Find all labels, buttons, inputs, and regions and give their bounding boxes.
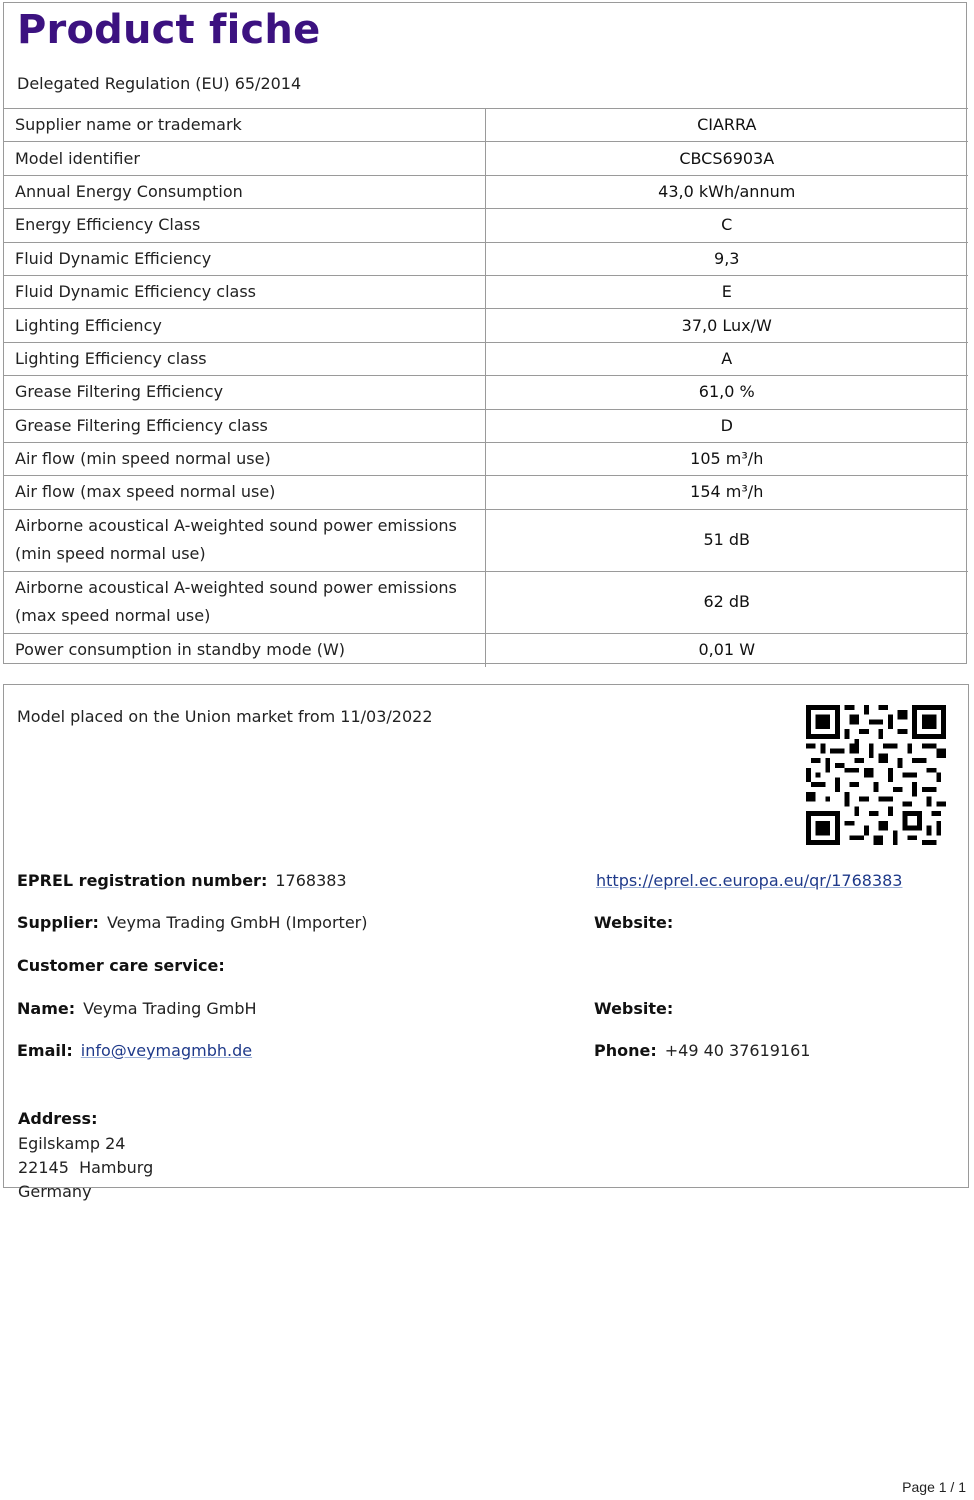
address-line: Egilskamp 24 [18, 1134, 126, 1153]
care-email-row [17, 1041, 252, 1060]
row-value: 62 dB [485, 571, 968, 633]
supplier-row [17, 913, 367, 932]
row-value: 43,0 kWh/annum [485, 175, 968, 208]
row-label: Grease Filtering Efficiency class [3, 409, 485, 442]
supplier-website-label: Website: [594, 913, 674, 932]
row-label: Air flow (max speed normal use) [3, 476, 485, 509]
row-value: E [485, 275, 968, 308]
address-line: 22145 Hamburg [18, 1158, 154, 1177]
row-value: 9,3 [485, 242, 968, 275]
row-value: D [485, 409, 968, 442]
table-row [3, 571, 968, 633]
supplier-value: Veyma Trading GmbH (Importer) [106, 913, 368, 932]
row-value: 37,0 Lux/W [485, 309, 968, 342]
address-label: Address: [18, 1109, 98, 1128]
eprel-link[interactable]: https://eprel.ec.europa.eu/qr/1768383 [596, 871, 903, 890]
row-label: Air flow (min speed normal use) [3, 442, 485, 475]
page-title: Product fiche [17, 7, 321, 53]
table-row [3, 376, 968, 409]
table-row [3, 175, 968, 208]
care-phone-label: Phone: [594, 1041, 657, 1060]
table-row [3, 409, 968, 442]
row-value: 51 dB [485, 509, 968, 571]
supplier-website-row [594, 913, 681, 932]
row-value: CBCS6903A [485, 142, 968, 175]
address-line: Germany [18, 1182, 92, 1201]
row-label: Fluid Dynamic Efficiency [3, 242, 485, 275]
row-label: Annual Energy Consumption [3, 175, 485, 208]
care-website-label: Website: [594, 999, 674, 1018]
table-row [3, 242, 968, 275]
row-label: Airborne acoustical A-weighted sound power emissions (max speed normal use) [3, 571, 485, 633]
regulation-subtitle: Delegated Regulation (EU) 65/2014 [17, 74, 302, 93]
page-number: Page 1 / 1 [902, 1479, 966, 1495]
address-block [18, 1107, 153, 1204]
table-row [3, 309, 968, 342]
market-placement-text: Model placed on the Union market from 11/03/2022 [17, 707, 433, 726]
table-row [3, 633, 968, 666]
row-label: Model identifier [3, 142, 485, 175]
row-value: 105 m³/h [485, 442, 968, 475]
eprel-label: EPREL registration number: [17, 871, 268, 890]
care-name-row [17, 999, 257, 1018]
row-value: C [485, 209, 968, 242]
table-row [3, 342, 968, 375]
supplier-label: Supplier: [17, 913, 99, 932]
row-label: Grease Filtering Efficiency [3, 376, 485, 409]
row-label: Supplier name or trademark [3, 109, 485, 142]
row-label: Fluid Dynamic Efficiency class [3, 275, 485, 308]
care-email-label: Email: [17, 1041, 73, 1060]
row-value: A [485, 342, 968, 375]
eprel-registration [17, 871, 347, 890]
row-label: Lighting Efficiency [3, 309, 485, 342]
care-website-row [594, 999, 681, 1018]
row-value: 0,01 W [485, 633, 968, 666]
table-row [3, 442, 968, 475]
row-value: 61,0 % [485, 376, 968, 409]
table-row [3, 109, 968, 142]
care-email-link[interactable]: info@veymagmbh.de [80, 1041, 253, 1060]
table-row [3, 209, 968, 242]
qr-code-icon[interactable] [806, 705, 946, 845]
customer-care-label: Customer care service: [17, 956, 225, 975]
row-label: Airborne acoustical A-weighted sound power emissions (min speed normal use) [3, 509, 485, 571]
table-row [3, 476, 968, 509]
eprel-link-row [596, 871, 902, 890]
eprel-number: 1768383 [275, 871, 347, 890]
customer-care-heading [17, 956, 233, 975]
spec-table [3, 108, 968, 667]
table-row [3, 509, 968, 571]
row-value: 154 m³/h [485, 476, 968, 509]
care-phone-row [594, 1041, 810, 1060]
care-name-value: Veyma Trading GmbH [83, 999, 257, 1018]
registration-panel [3, 684, 969, 1201]
care-phone-value: +49 40 37619161 [664, 1041, 811, 1060]
care-name-label: Name: [17, 999, 76, 1018]
table-row [3, 142, 968, 175]
row-label: Lighting Efficiency class [3, 342, 485, 375]
row-label: Energy Efficiency Class [3, 209, 485, 242]
table-row [3, 275, 968, 308]
row-label: Power consumption in standby mode (W) [3, 633, 485, 666]
row-value: CIARRA [485, 109, 968, 142]
